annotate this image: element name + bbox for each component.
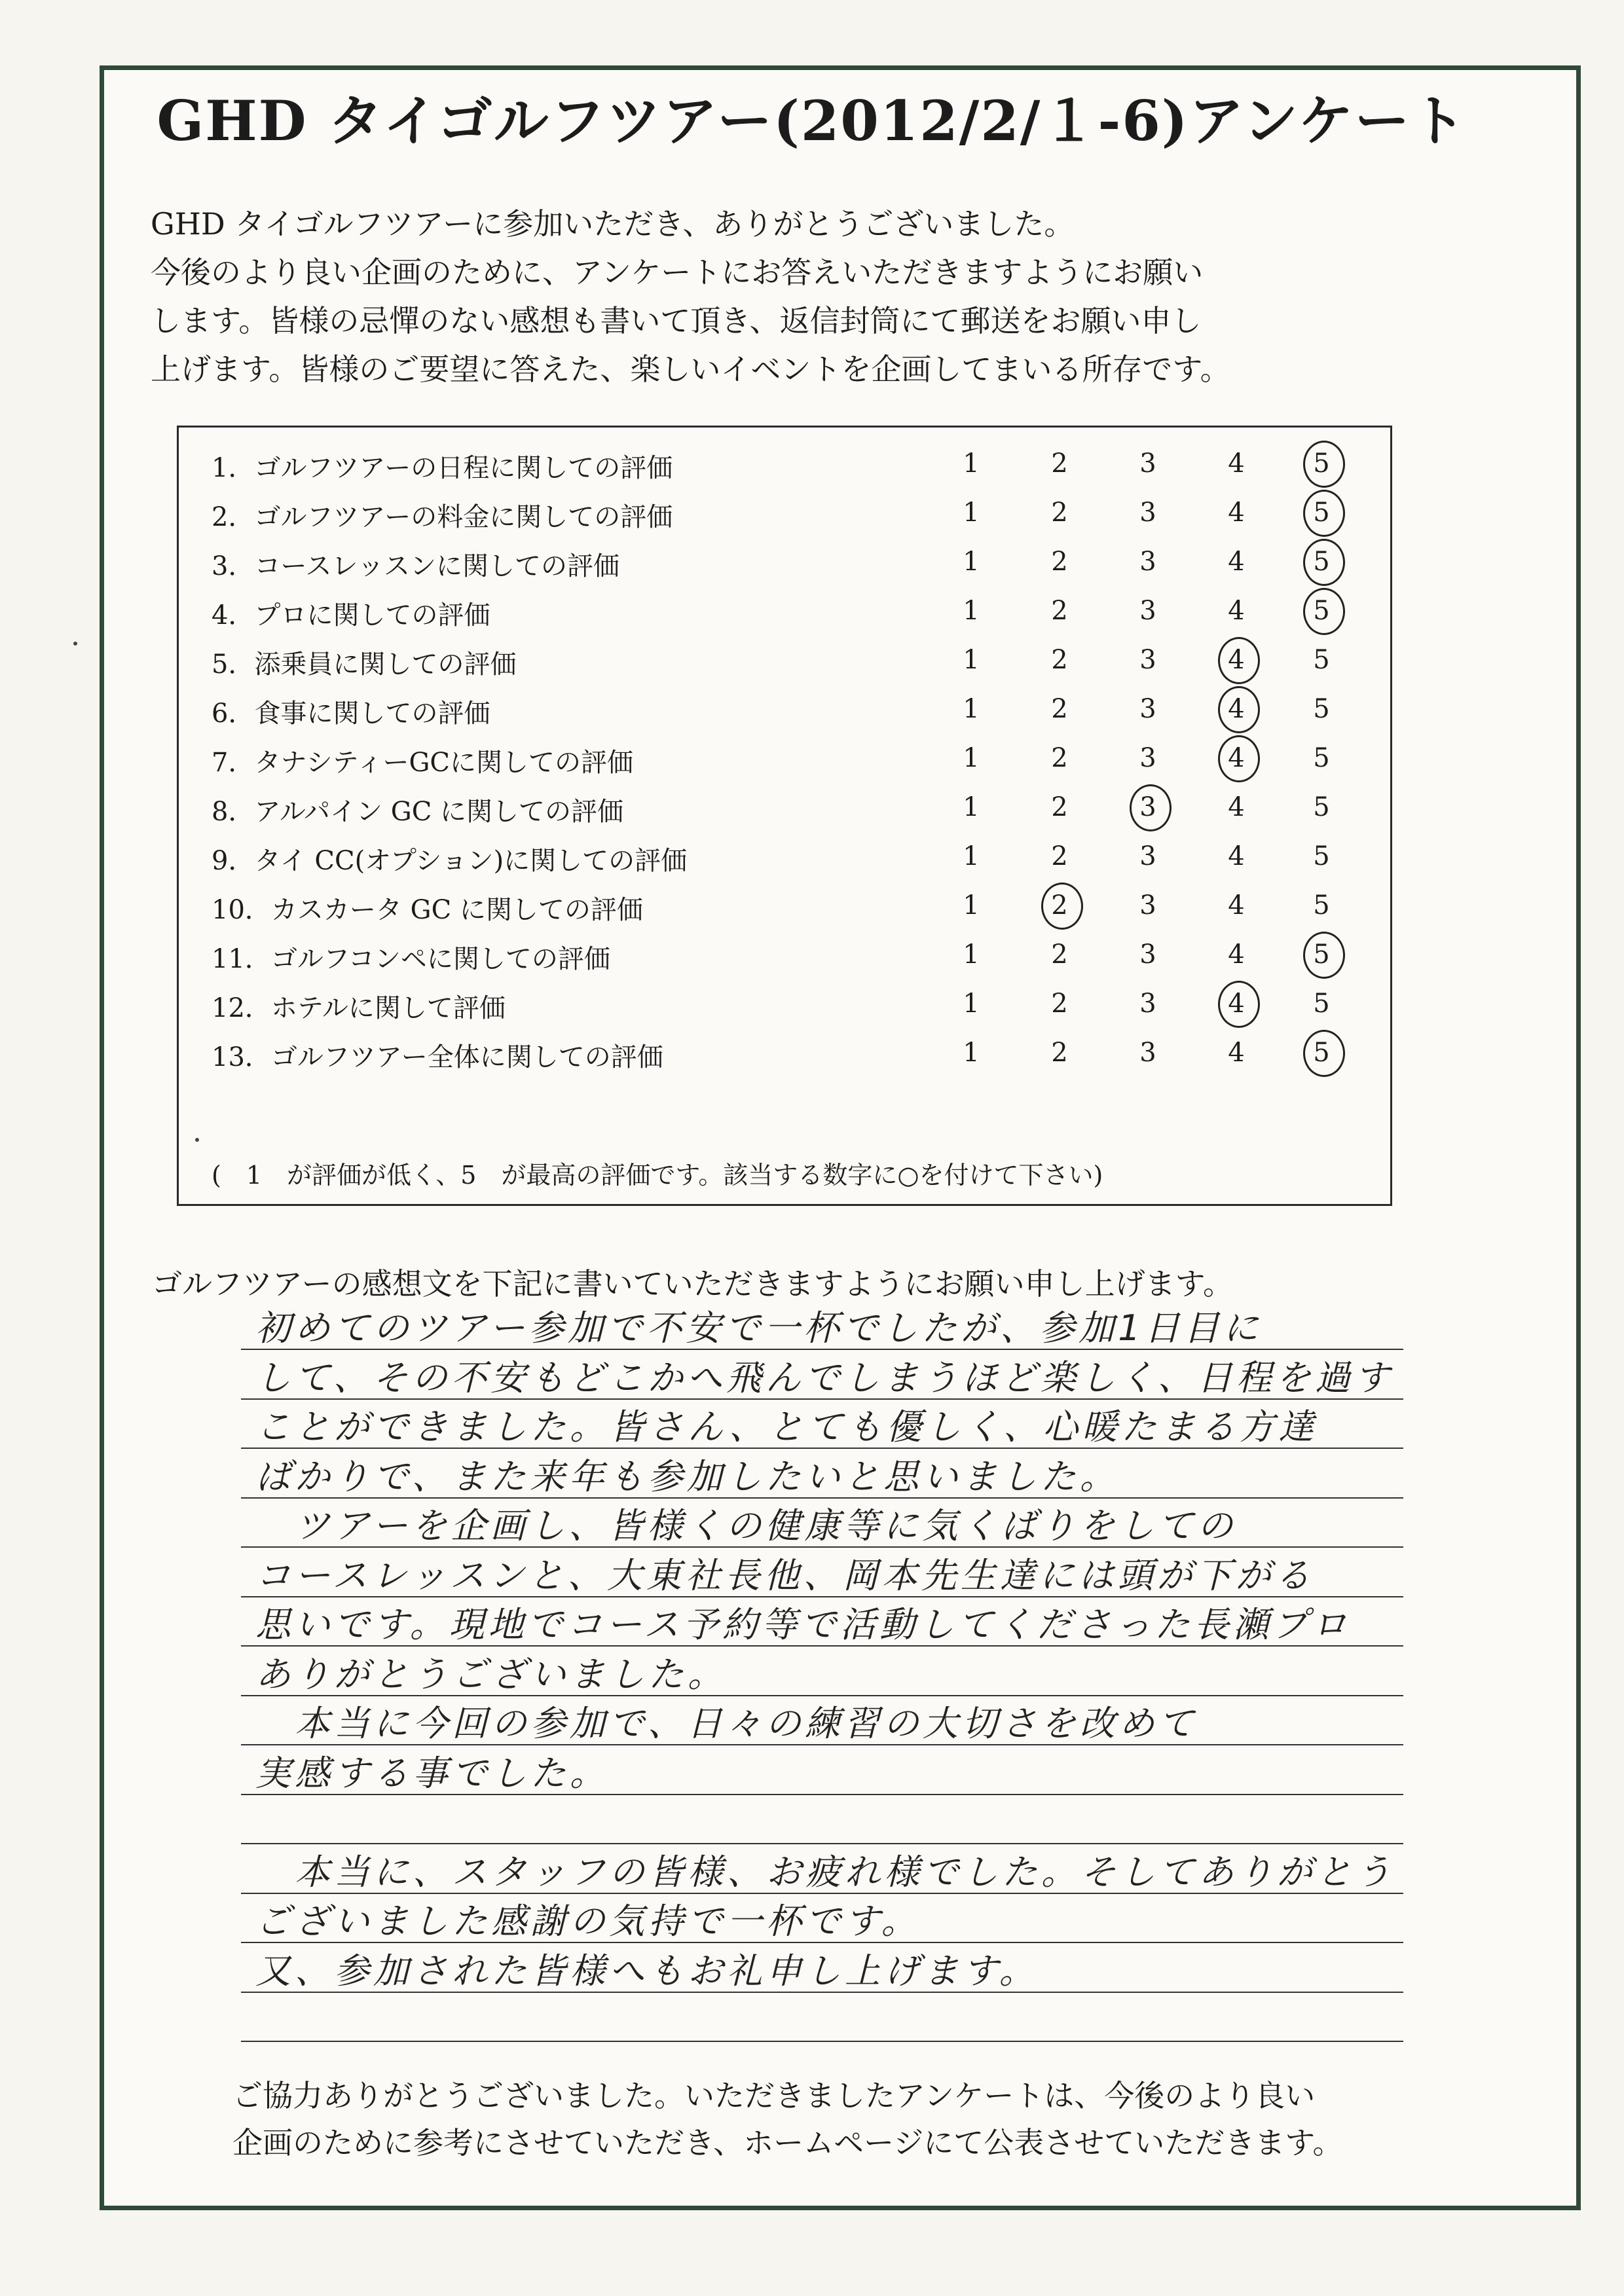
rating-option[interactable]: 1 [963, 939, 980, 970]
rating-option-circled[interactable]: 4 [1217, 694, 1256, 724]
rating-option[interactable]: 2 [1051, 1038, 1068, 1068]
rating-option[interactable]: 4 [1228, 498, 1245, 528]
handwritten-line: 思いです。現地でコース予約等で活動してくださった長瀬プロ [255, 1604, 1351, 1645]
rating-option[interactable]: 1 [963, 448, 980, 479]
rating-label: 5．添乗員に関しての評価 [212, 649, 517, 680]
rating-row [179, 588, 1390, 637]
rating-option[interactable]: 4 [1228, 890, 1245, 920]
rating-option[interactable]: 3 [1139, 448, 1156, 479]
rating-option[interactable]: 5 [1313, 645, 1330, 675]
rating-option[interactable]: 1 [963, 1038, 980, 1068]
intro-line: GHD タイゴルフツアーに参加いただき、ありがとうございました。 [151, 206, 1075, 242]
rating-row [179, 637, 1390, 686]
intro-line: 今後のより良い企画のために、アンケートにお答えいただきますようにお願い [151, 255, 1204, 290]
rating-option[interactable]: 5 [1313, 989, 1330, 1019]
ruled-line [241, 2041, 1403, 2042]
comment-heading: ゴルフツアーの感想文を下記に書いていただきますようにお願い申し上げます。 [152, 1266, 1233, 1302]
rating-row [179, 490, 1390, 539]
rating-label: 7．タナシティーGCに関しての評価 [212, 748, 634, 778]
rating-row [179, 686, 1390, 735]
rating-row [179, 981, 1390, 1030]
rating-option[interactable]: 3 [1139, 694, 1156, 724]
rating-option-circled[interactable]: 2 [1040, 890, 1079, 920]
rating-option[interactable]: 1 [963, 792, 980, 822]
rating-row [179, 735, 1390, 784]
rating-option-circled[interactable]: 5 [1302, 448, 1341, 479]
rating-option[interactable]: 3 [1139, 939, 1156, 970]
rating-option[interactable]: 1 [963, 596, 980, 626]
rating-option[interactable]: 1 [963, 694, 980, 724]
rating-option[interactable]: 5 [1313, 890, 1330, 920]
rating-label: 13．ゴルフツアー全体に関しての評価 [212, 1042, 663, 1072]
rating-option[interactable]: 1 [963, 890, 980, 920]
handwritten-line: ありがとうございました。 [255, 1653, 727, 1695]
rating-option[interactable]: 2 [1051, 596, 1068, 626]
rating-option[interactable]: 3 [1139, 596, 1156, 626]
rating-option-circled[interactable]: 5 [1302, 939, 1341, 970]
rating-option[interactable]: 2 [1051, 694, 1068, 724]
rating-option[interactable]: 3 [1139, 989, 1156, 1019]
rating-row [179, 1030, 1390, 1079]
rating-option[interactable]: 4 [1228, 448, 1245, 479]
rating-row [179, 784, 1390, 833]
rating-option-circled[interactable]: 4 [1217, 989, 1256, 1019]
rating-option[interactable]: 5 [1313, 743, 1330, 773]
rating-row [179, 539, 1390, 588]
rating-label: 2．ゴルフツアーの料金に関しての評価 [212, 502, 673, 532]
intro-line: 上げます。皆様のご要望に答えた、楽しいイベントを企画してまいる所存です。 [151, 352, 1230, 387]
rating-option[interactable]: 3 [1139, 890, 1156, 920]
rating-label: 8．アルパイン GC に関しての評価 [212, 797, 624, 827]
scan-speck [73, 642, 77, 646]
footer-line: ご協力ありがとうございました。いただきましたアンケートは、今後のより良い [232, 2078, 1316, 2113]
rating-option[interactable]: 1 [963, 841, 980, 871]
rating-option[interactable]: 5 [1313, 841, 1330, 871]
footer-text [232, 2072, 1477, 2166]
rating-option[interactable]: 1 [963, 989, 980, 1019]
rating-option[interactable]: 4 [1228, 939, 1245, 970]
rating-option[interactable]: 4 [1228, 1038, 1245, 1068]
handwritten-line: 本当に、スタッフの皆様、お疲れ様でした。そしてありがとう [295, 1851, 1395, 1893]
rating-option[interactable]: 5 [1313, 694, 1330, 724]
handwritten-line: 又、参加された皆様へもお礼申し上げます。 [255, 1950, 1039, 1992]
rating-option-circled[interactable]: 4 [1217, 645, 1256, 675]
rating-option[interactable]: 2 [1051, 989, 1068, 1019]
ratings-box [177, 426, 1392, 1206]
handwritten-line: 初めてのツアー参加で不安で一杯でしたが、参加1日目に [255, 1307, 1263, 1349]
rating-row [179, 883, 1390, 932]
rating-option[interactable]: 3 [1139, 743, 1156, 773]
rating-option[interactable]: 2 [1051, 498, 1068, 528]
rating-option[interactable]: 3 [1139, 547, 1156, 577]
rating-label: 12．ホテルに関して評価 [212, 993, 506, 1023]
rating-label: 6．食事に関しての評価 [212, 699, 490, 729]
rating-option[interactable]: 1 [963, 645, 980, 675]
rating-option[interactable]: 5 [1313, 792, 1330, 822]
scan-speck [195, 1138, 199, 1142]
rating-option[interactable]: 3 [1139, 1038, 1156, 1068]
form-title: GHD タイゴルフツアー(2012/2/１-6)アンケート [157, 88, 1467, 153]
handwritten-line: ばかりで、また来年も参加したいと思いました。 [255, 1455, 1119, 1497]
rating-option[interactable]: 1 [963, 547, 980, 577]
rating-option[interactable]: 2 [1051, 939, 1068, 970]
handwritten-line: コースレッスンと、大東社長他、岡本先生達には頭が下がる [255, 1554, 1314, 1596]
handwritten-line: 実感する事でした。 [255, 1752, 609, 1794]
rating-option[interactable]: 1 [963, 498, 980, 528]
rating-option-circled[interactable]: 4 [1217, 743, 1256, 773]
rating-option[interactable]: 3 [1139, 498, 1156, 528]
handwritten-line: して、その不安もどこかへ飛んでしまうほど楽しく、日程を過す [255, 1357, 1393, 1398]
rating-option-circled[interactable]: 3 [1128, 792, 1168, 822]
rating-option[interactable]: 4 [1228, 596, 1245, 626]
rating-option[interactable]: 3 [1139, 645, 1156, 675]
rating-option[interactable]: 2 [1051, 448, 1068, 479]
rating-option[interactable]: 1 [963, 743, 980, 773]
rating-label: 10．カスカータ GC に関しての評価 [212, 895, 643, 925]
rating-label: 1．ゴルフツアーの日程に関しての評価 [212, 453, 673, 483]
handwritten-line: 本当に今回の参加で、日々の練習の大切さを改めて [295, 1703, 1198, 1744]
rating-option[interactable]: 2 [1051, 841, 1068, 871]
rating-option[interactable]: 4 [1228, 547, 1245, 577]
rating-row [179, 833, 1390, 883]
rating-label: 4．プロに関しての評価 [212, 600, 490, 630]
rating-row [179, 932, 1390, 981]
intro-line: します。皆様の忌憚のない感想も書いて頂き、返信封筒にて郵送をお願い申し [151, 303, 1202, 338]
footer-line: 企画のために参考にさせていただき、ホームページにて公表させていただきます。 [232, 2125, 1343, 2160]
rating-label: 9．タイ CC(オプション)に関しての評価 [212, 846, 688, 876]
rating-option-circled[interactable]: 5 [1302, 1038, 1341, 1068]
rating-option[interactable]: 4 [1228, 841, 1245, 871]
rating-label: 11．ゴルフコンペに関しての評価 [212, 944, 610, 974]
rating-option[interactable]: 2 [1051, 743, 1068, 773]
rating-instructions: ( 1 が評価が低く、5 が最高の評価です。該当する数字に○を付けて下さい) [212, 1161, 1103, 1190]
ruled-line [241, 1843, 1403, 1844]
rating-option[interactable]: 4 [1228, 792, 1245, 822]
rating-option-circled[interactable]: 5 [1302, 498, 1341, 528]
rating-option[interactable]: 2 [1051, 792, 1068, 822]
rating-label: 3．コースレッスンに関しての評価 [212, 551, 620, 581]
intro-text [151, 200, 1395, 393]
rating-row [179, 441, 1390, 490]
rating-option[interactable]: 3 [1139, 841, 1156, 871]
handwritten-line: ツアーを企画し、皆様くの健康等に気くばりをしての [295, 1505, 1237, 1546]
rating-option[interactable]: 2 [1051, 547, 1068, 577]
rating-option[interactable]: 2 [1051, 645, 1068, 675]
rating-option-circled[interactable]: 5 [1302, 596, 1341, 626]
rating-option-circled[interactable]: 5 [1302, 547, 1341, 577]
handwritten-line: ございました感謝の気持で一杯です。 [255, 1901, 921, 1942]
handwritten-line: ことができました。皆さん、とても優しく、心暖たまる方達 [255, 1406, 1318, 1448]
